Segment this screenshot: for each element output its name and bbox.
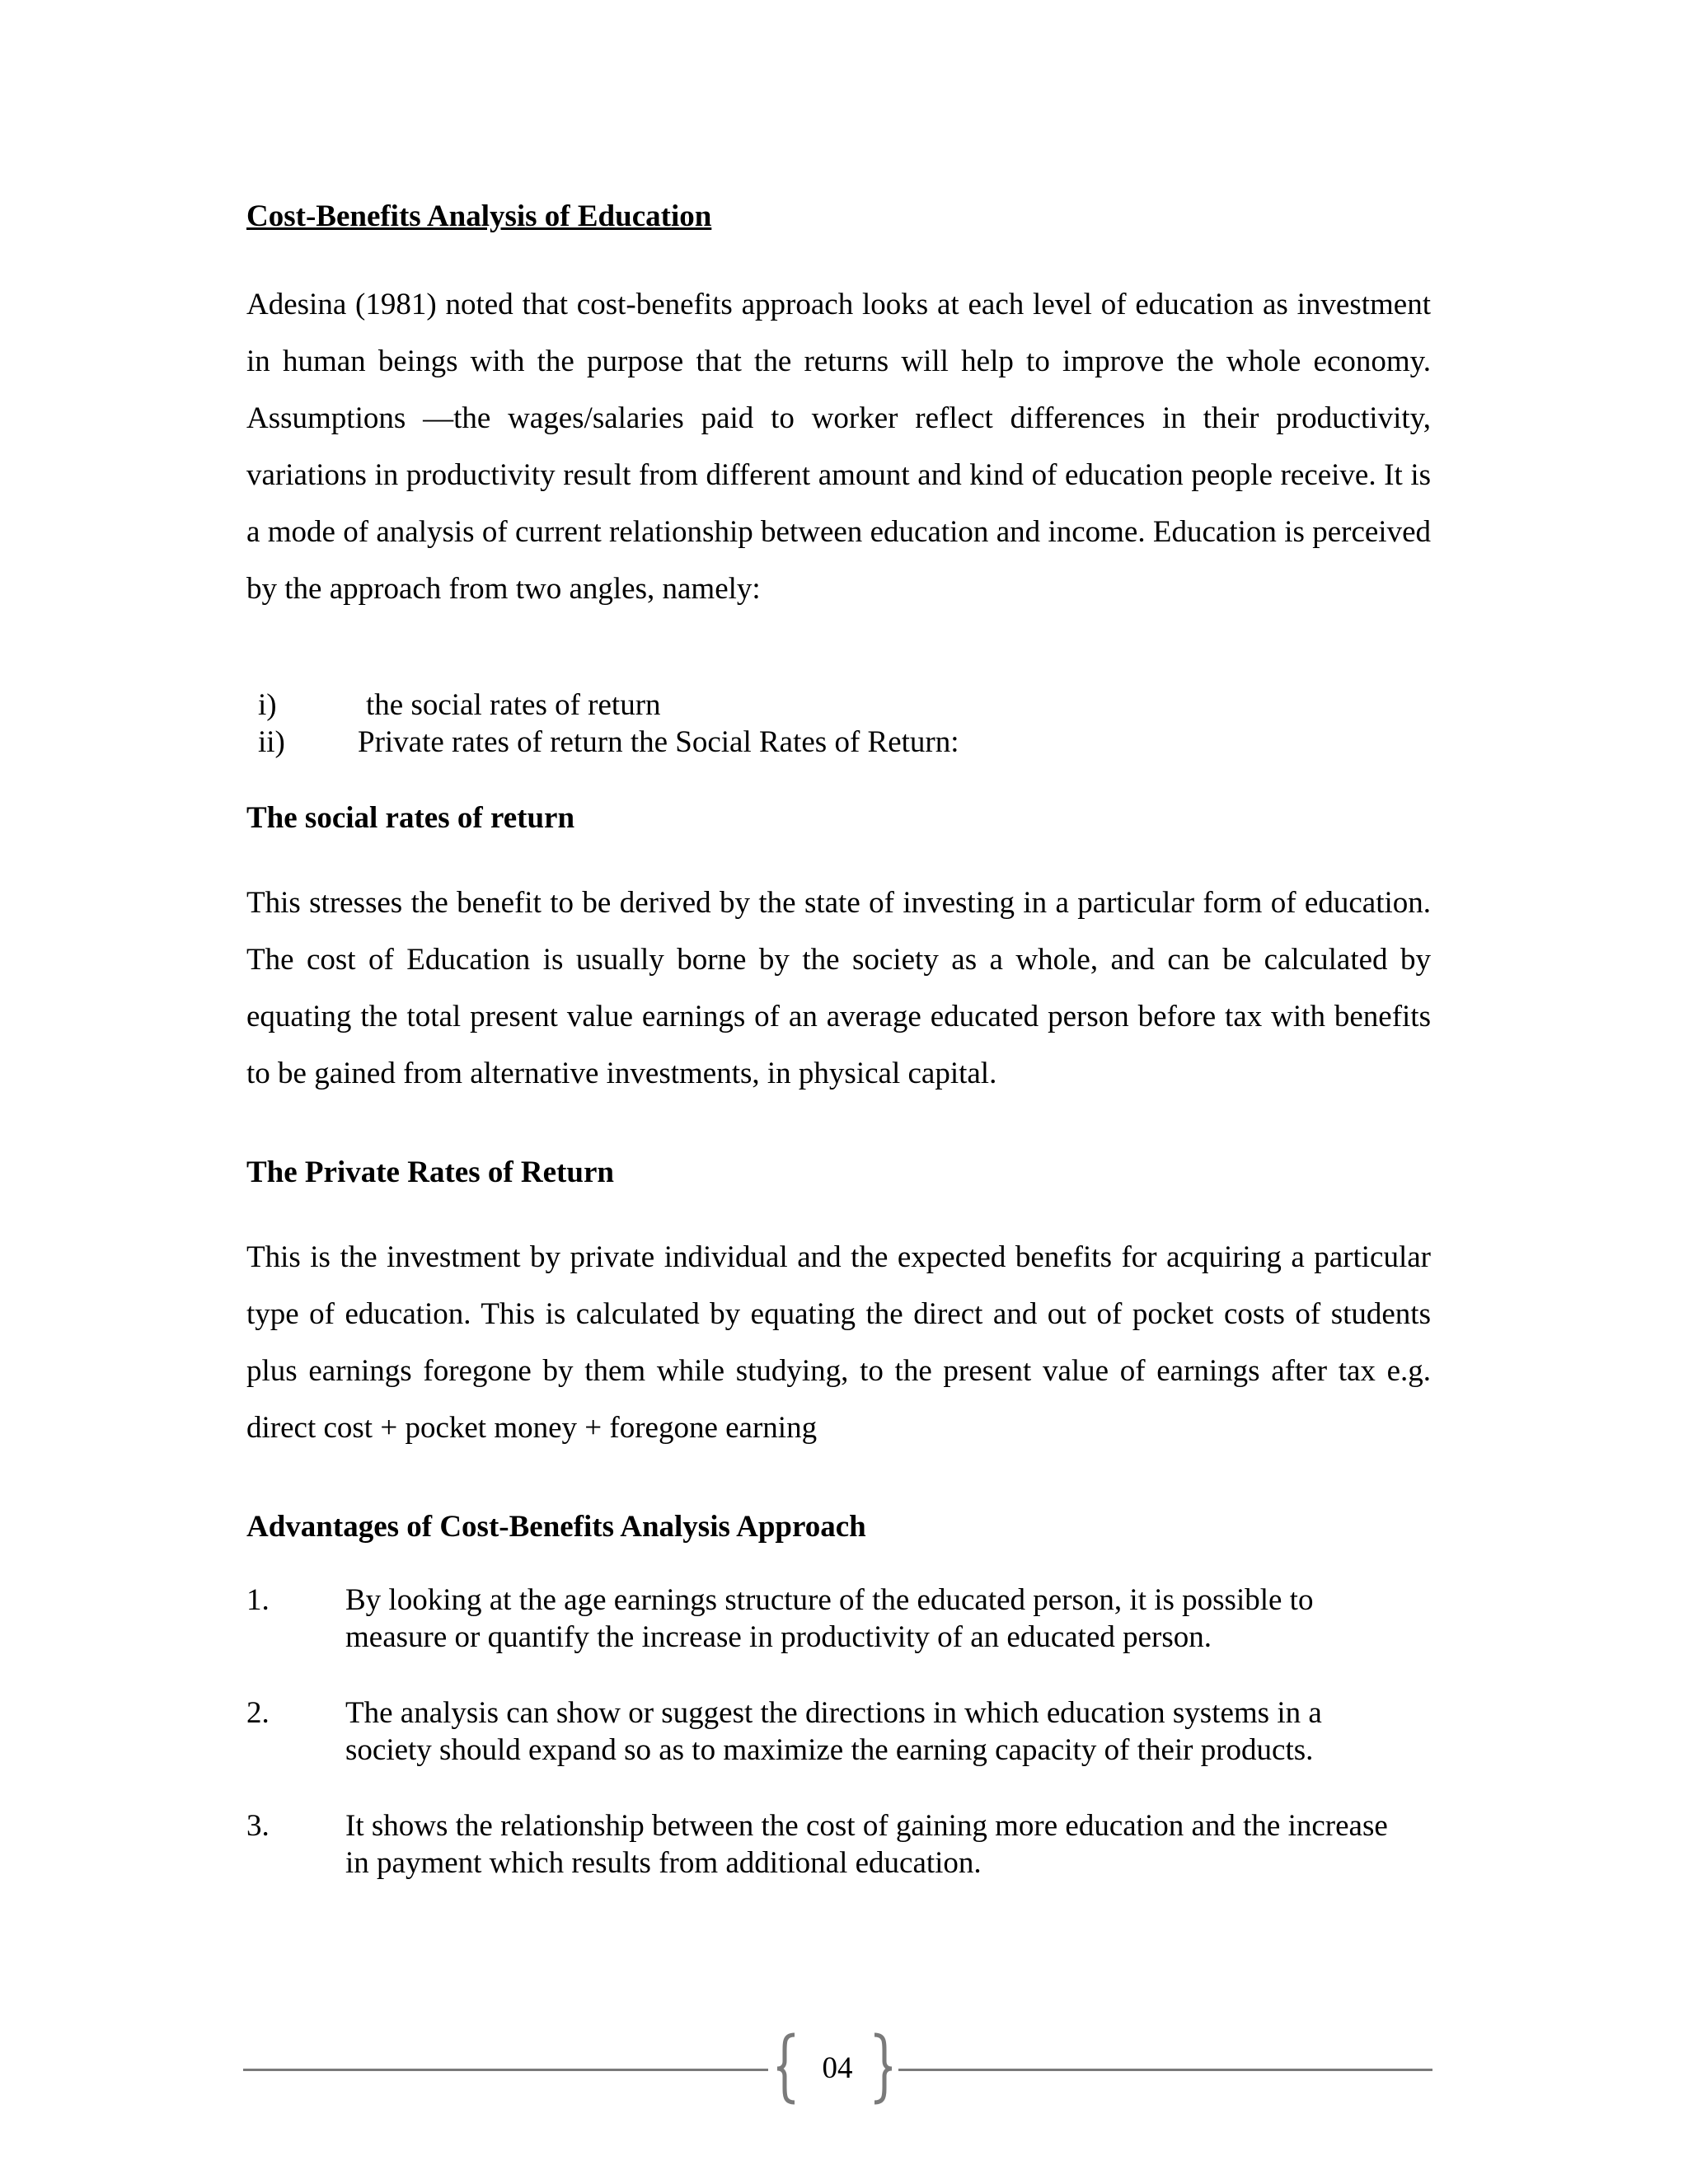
angles-list	[246, 687, 1431, 761]
list-item-text: The analysis can show or suggest the directions in which education systems in a society should expand so as to maximize the earning capacity of their products.	[345, 1696, 1322, 1767]
list-marker: i)	[258, 688, 277, 722]
right-brace-icon	[870, 2032, 894, 2106]
social-rates-paragraph: This stresses the benefit to be derived by the state of investing in a particular form of education. The cost of Education is usually borne by the society as a whole, and can be calculated by equating the total present value earnings of an average educated person before tax with benefits to be gained from alternative investments, in physical capital.	[246, 886, 1431, 1090]
list-item	[246, 1807, 1409, 1882]
list-item-text: By looking at the age earnings structure of the educated person, it is possible to measure or quantify the increase in productivity of an educated person.	[345, 1583, 1314, 1654]
list-item-text: It shows the relationship between the cost of gaining more education and the increase in payment which results from additional education.	[345, 1809, 1388, 1880]
document-title: Cost-Benefits Analysis of Education	[246, 199, 712, 233]
list-marker: ii)	[258, 725, 285, 759]
footer-rule-right	[898, 2069, 1432, 2071]
private-rates-paragraph: This is the investment by private individual and the expected benefits for acquiring a particular type of education. This is calculated by equating the direct and out of pocket costs of students plus earnings foregone by them while studying, to the present value of earnings after tax e.g. direct cost + pocket money + foregone earning	[246, 1240, 1431, 1445]
list-item-text: the social rates of return	[366, 688, 661, 722]
page-content	[246, 194, 1431, 1920]
list-item	[246, 687, 1431, 724]
private-rates-heading: The Private Rates of Return	[246, 1155, 614, 1189]
list-item	[246, 1694, 1409, 1769]
footer-rule-left	[243, 2069, 768, 2071]
list-item	[246, 724, 1431, 761]
page-number: 04	[822, 2051, 853, 2085]
social-rates-heading: The social rates of return	[246, 801, 575, 835]
intro-paragraph: Adesina (1981) noted that cost-benefits approach looks at each level of education as investment in human beings with the purpose that the returns will help to improve the whole economy. Assumptions —the wages/salaries paid to worker reflect differences in their productivity, variations in productivity result from different amount and kind of education people receive. It is a mode of analysis of current relationship between education and income. Education is perceived by the approach from two angles, namely:	[246, 288, 1431, 606]
list-marker: 2.	[246, 1696, 270, 1730]
advantages-list	[246, 1582, 1431, 1882]
list-item-text: Private rates of return the Social Rates of Return:	[358, 725, 959, 759]
left-brace-icon	[775, 2032, 799, 2106]
list-item	[246, 1582, 1409, 1656]
list-marker: 3.	[246, 1809, 270, 1843]
list-marker: 1.	[246, 1583, 270, 1617]
advantages-heading: Advantages of Cost-Benefits Analysis Approach	[246, 1510, 866, 1544]
